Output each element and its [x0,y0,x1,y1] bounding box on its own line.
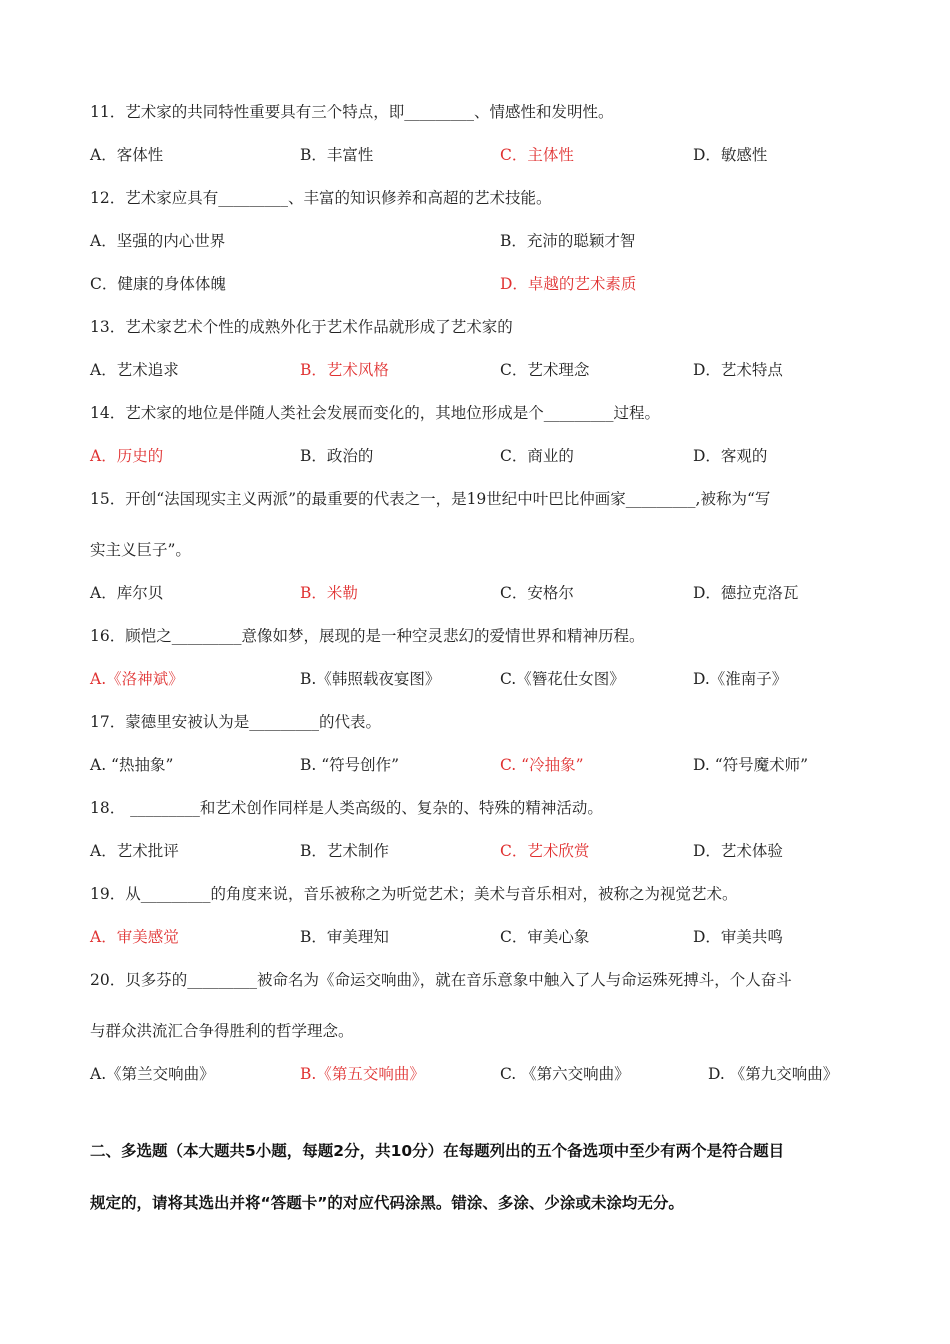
question-12-options-row1 [90,230,870,252]
section-2-heading-line2: 规定的，请将其选出并将“答题卡”的对应代码涂黑。错涂、多涂、少涂或未涂均无分。 [90,1194,684,1212]
question-14-options [90,445,870,467]
option-d: D. “符号魔术师” [693,756,809,774]
option-a: A.《第兰交响曲》 [90,1065,215,1083]
option-b: B. “符号创作” [300,756,400,774]
section-2-heading-line1: 二、多选题（本大题共5小题，每题2分，共10分）在每题列出的五个备选项中至少有两个是符合题目 [90,1142,785,1160]
option-a: A．坚强的内心世界 [90,232,226,250]
question-14-stem: 14．艺术家的地位是伴随人类社会发展而变化的，其地位形成是个_________过程。 [90,404,660,422]
option-b-correct: B．艺术风格 [300,361,389,379]
option-b: B．艺术制作 [300,842,389,860]
question-12-stem: 12．艺术家应具有_________、丰富的知识修养和高超的艺术技能。 [90,189,552,207]
question-16-options [90,668,870,690]
question-17-stem: 17．蒙德里安被认为是_________的代表。 [90,713,381,731]
option-c: C．艺术理念 [500,361,590,379]
option-a-correct: A．历史的 [90,447,164,465]
question-20-stem-line1: 20．贝多芬的_________被命名为《命运交响曲》，就在音乐意象中触入了人与命运殊死搏斗，个人奋斗 [90,971,792,989]
option-b: B．丰富性 [300,146,374,164]
option-a: A．客体性 [90,146,164,164]
question-15-options [90,582,870,604]
question-15-stem-line2: 实主义巨子”。 [90,541,191,559]
option-d: D．德拉克洛瓦 [693,584,799,602]
option-b: B．政治的 [300,447,374,465]
option-c-correct: C．主体性 [500,146,574,164]
question-18-stem: 18． _________和艺术创作同样是人类高级的、复杂的、特殊的精神活动。 [90,799,603,817]
option-d: D．艺术特点 [693,361,783,379]
question-13-stem: 13．艺术家艺术个性的成熟外化于艺术作品就形成了艺术家的 [90,318,513,336]
question-11-stem: 11．艺术家的共同特性重要具有三个特点，即_________、情感性和发明性。 [90,103,614,121]
question-12-options-row2 [90,273,870,295]
option-a-correct: A.《洛神斌》 [90,670,184,688]
question-19-stem: 19．从_________的角度来说，音乐被称之为听觉艺术；美术与音乐相对，被称之为视觉艺术。 [90,885,738,903]
option-c: C．安格尔 [500,584,574,602]
question-18-options [90,840,870,862]
option-c: C．审美心象 [500,928,590,946]
option-a: A．艺术批评 [90,842,179,860]
option-b-correct: B.《第五交响曲》 [300,1065,425,1083]
question-20-stem-line2: 与群众洪流汇合争得胜利的哲学理念。 [90,1022,354,1040]
option-a: A．艺术追求 [90,361,179,379]
question-16-stem: 16．顾恺之_________意像如梦，展现的是一种空灵悲幻的爱情世界和精神历程。 [90,627,645,645]
option-d: D．审美共鸣 [693,928,783,946]
question-11-options [90,144,870,166]
option-a-correct: A．审美感觉 [90,928,179,946]
option-c: C．健康的身体体魄 [90,275,226,293]
option-a: A．库尔贝 [90,584,164,602]
option-d: D．艺术体验 [693,842,783,860]
option-b: B．审美理知 [300,928,389,946]
option-d: D.《淮南子》 [693,670,788,688]
question-19-options [90,926,870,948]
option-d: D．敏感性 [693,146,768,164]
question-15-stem-line1: 15．开创“法国现实主义两派”的最重要的代表之一，是19世纪中叶巴比仲画家_________,被称为“写 [90,490,771,508]
option-b: B．充沛的聪颖才智 [500,232,636,250]
option-c: C.《簪花仕女图》 [500,670,625,688]
option-c-correct: C．艺术欣赏 [500,842,590,860]
question-13-options [90,359,870,381]
option-a: A. “热抽象” [90,756,174,774]
question-17-options [90,754,870,776]
option-d: D．客观的 [693,447,768,465]
option-d-correct: D．卓越的艺术素质 [500,275,637,293]
option-b-correct: B．米勒 [300,584,358,602]
option-c: C. 《第六交响曲》 [500,1065,630,1083]
option-c-correct: C. “冷抽象” [500,756,584,774]
option-d: D. 《第九交响曲》 [708,1065,839,1083]
option-c: C．商业的 [500,447,574,465]
question-20-options [90,1063,870,1085]
option-b: B.《韩照载夜宴图》 [300,670,441,688]
